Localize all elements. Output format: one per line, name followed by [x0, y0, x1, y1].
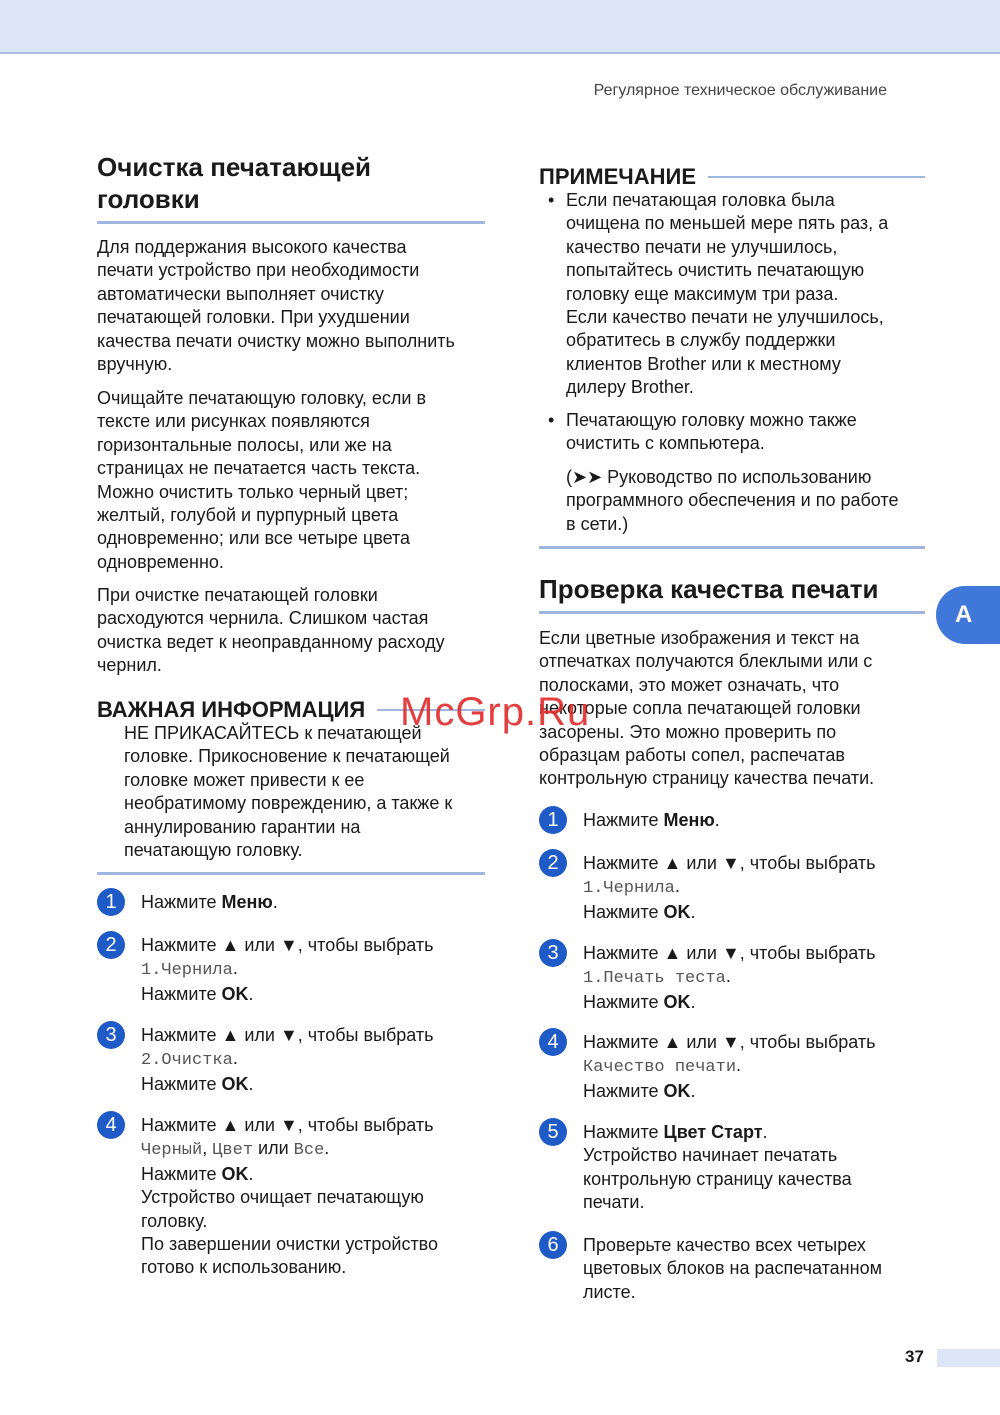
top-band [0, 0, 1000, 54]
important-close-line [97, 872, 485, 875]
step-number: 2 [539, 849, 567, 877]
step-number: 5 [539, 1118, 567, 1146]
paragraph-3: При очистке печатающей головки расходуются чернила. Слишком частая очистка ведет к неоправданному расходу чернил. [97, 585, 445, 676]
step-number: 6 [539, 1231, 567, 1259]
watermark: McGrp.Ru [400, 690, 591, 734]
note-bullet-2: • Печатающую головку можно также очистить с компьютера. [548, 410, 857, 454]
step-number: 1 [97, 888, 125, 916]
step-number: 4 [97, 1111, 125, 1139]
note-title: ПРИМЕЧАНИЕ [539, 164, 925, 190]
step-number: 4 [539, 1028, 567, 1056]
title-line-1: Очистка печатающей [97, 152, 372, 182]
step-number: 1 [539, 806, 567, 834]
title-line-2: головки [97, 184, 200, 214]
chapter-tab: A [936, 586, 1000, 644]
page-number: 37 [905, 1347, 924, 1366]
note-bullet-1: • Если печатающая головка была очищена по меньшей мере пять раз, а качество печати не улучшилось, попытайтесь очистить печатающую головку еще максимум три раза. Если качество печати не улучшилось, обратитесь в службу поддержки клиентов Brother или к местному дилеру Brother. [548, 190, 889, 398]
important-title: ВАЖНАЯ ИНФОРМАЦИЯ [97, 697, 485, 723]
note-reference: (➤➤ Руководство по использованию программного обеспечения и по работе в сети.) [566, 467, 899, 534]
step-number: 3 [539, 939, 567, 967]
note-close-line [539, 546, 925, 549]
paragraph-2: Очищайте печатающую головку, если в тексте или рисунках появляются горизонтальные полосы, или же на страницах не печатается часть текста. Можно очистить только черный цвет; желтый, голубой и пурпурный цвета одновременно; или все четыре цвета одновременно. [97, 388, 427, 572]
step-number: 2 [97, 931, 125, 959]
page-band [937, 1349, 1000, 1367]
quality-paragraph: Если цветные изображения и текст на отпечатках получаются блеклыми или с полосками, это может означать, что некоторые сопла печатающей головки засорены. Это можно проверить по образцам работы сопел, распечатав контрольную страницу качества печати. [539, 628, 875, 789]
important-body: НЕ ПРИКАСАЙТЕСЬ к печатающей головке. Прикосновение к печатающей головке может привести к ее необратимому повреждению, а также к аннулированию гарантии на печатающую головку. [124, 723, 453, 861]
step-number: 3 [97, 1021, 125, 1049]
section-title-cleaning [97, 151, 485, 224]
section-title-quality: Проверка качества печати [539, 573, 925, 614]
running-header: Регулярное техническое обслуживание [593, 82, 887, 99]
paragraph-1: Для поддержания высокого качества печати устройство при необходимости автоматически выполняет очистку печатающей головки. При ухудшении качества печати очистку можно выполнить вручную. [97, 237, 455, 375]
